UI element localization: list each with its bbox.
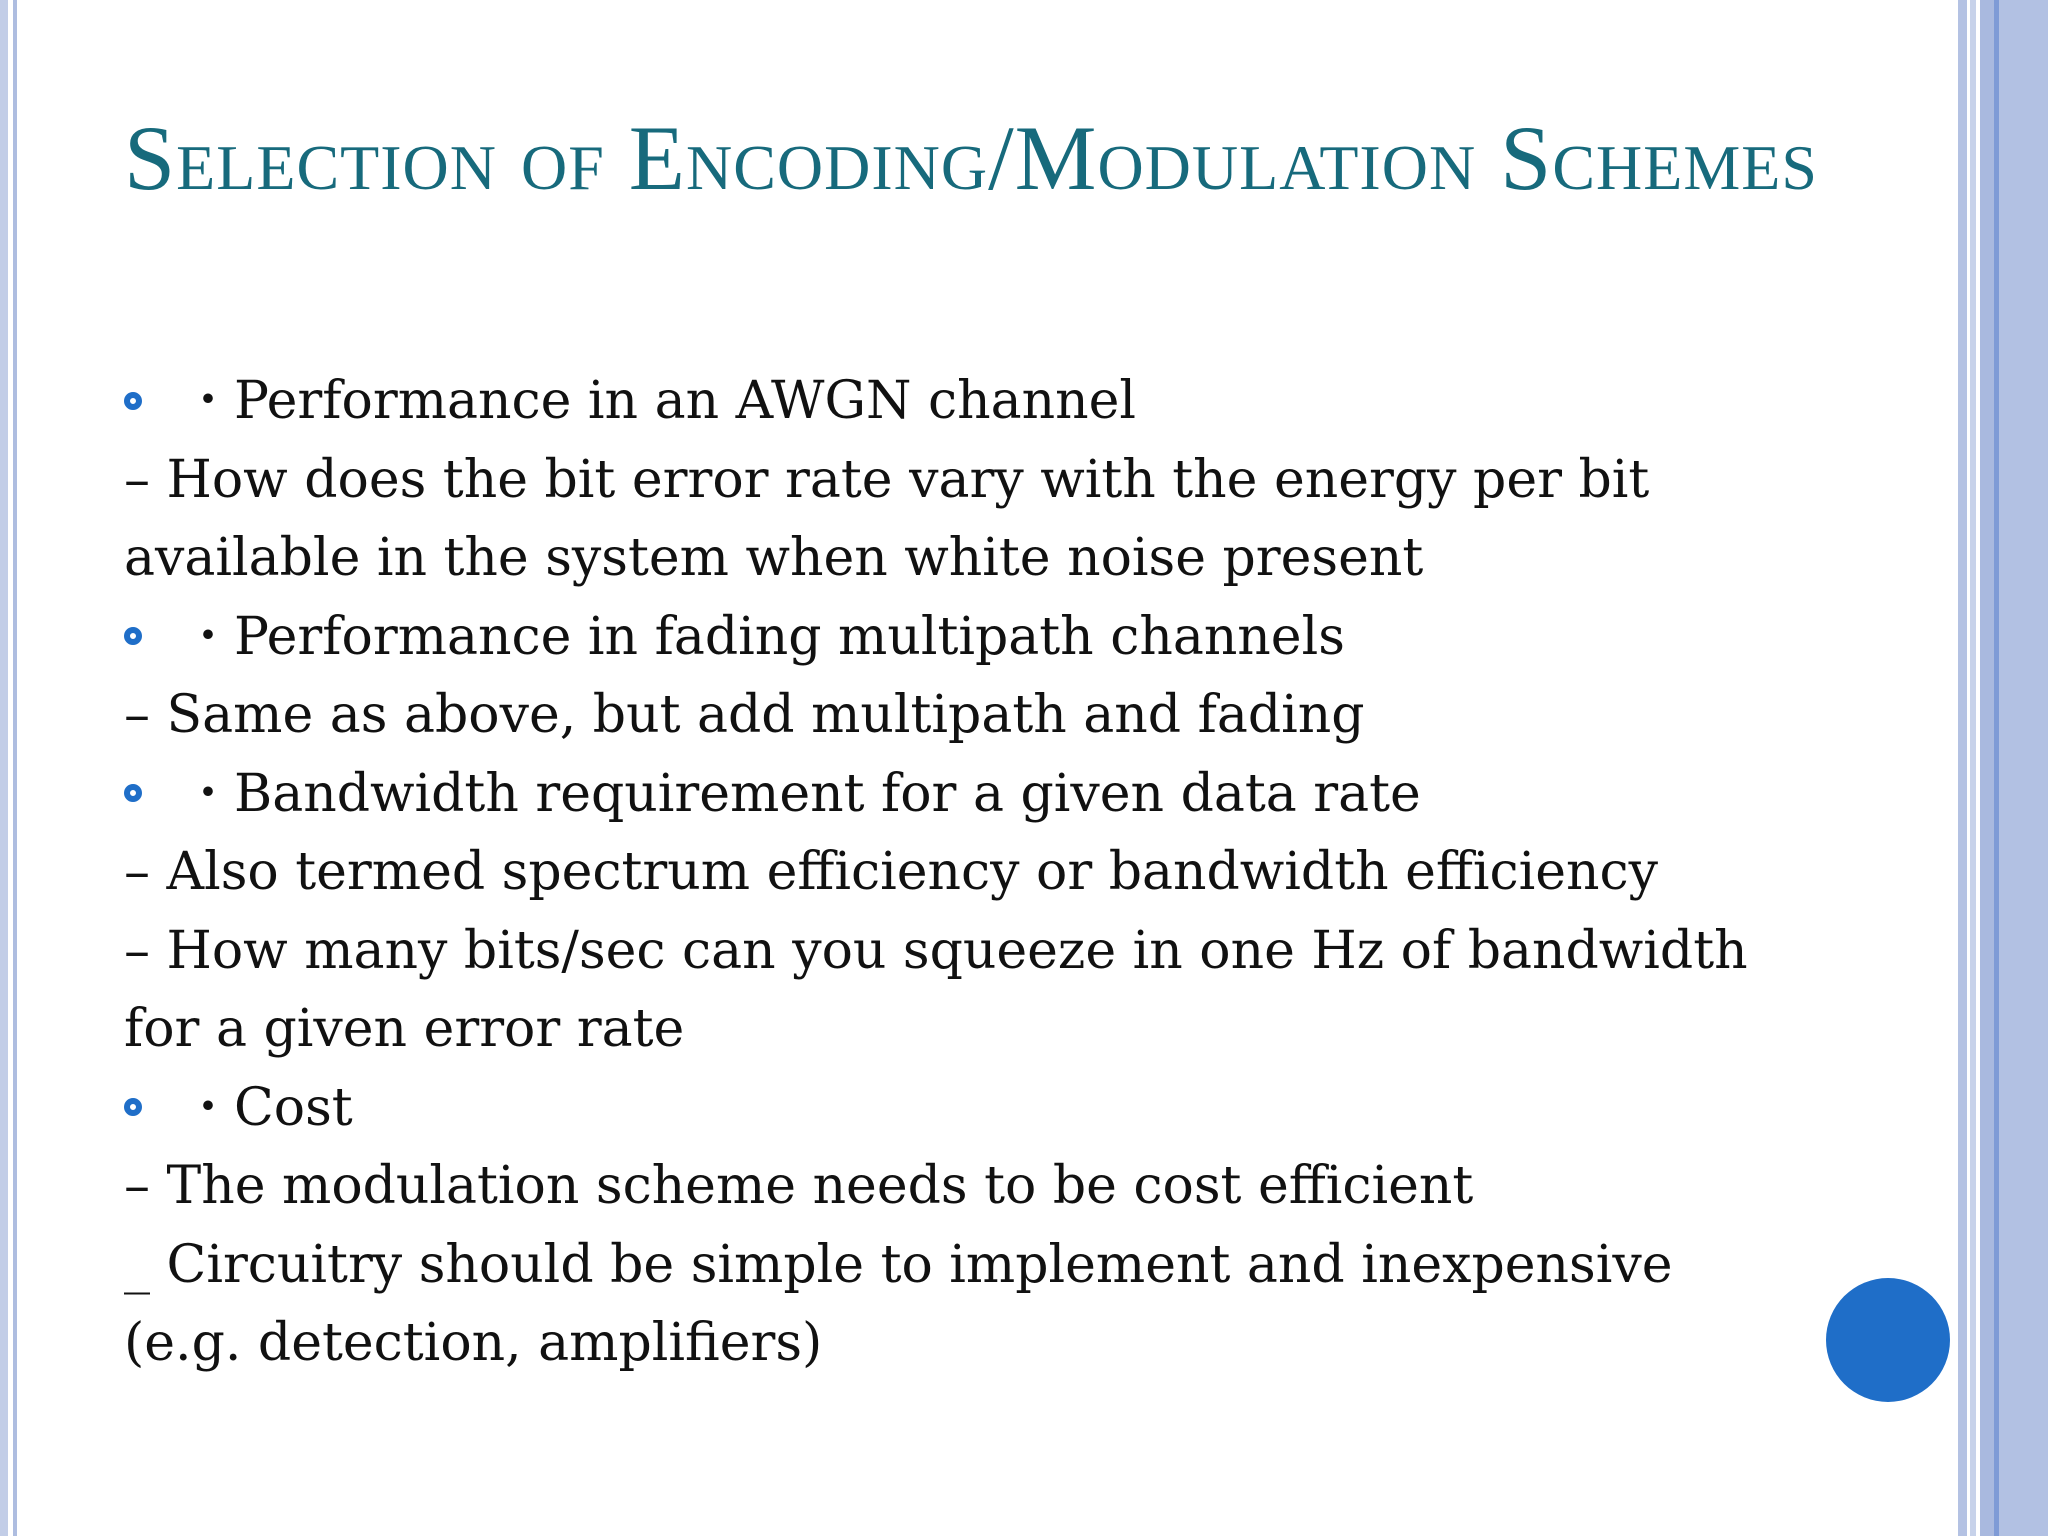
bullet-item <box>124 362 1824 441</box>
sub-item <box>124 912 1824 991</box>
line-text: ・Bandwidth requirement for a given data rate <box>182 763 1421 824</box>
line-text: – How does the bit error rate vary with the energy per bit <box>124 449 1650 510</box>
bullet-item <box>124 755 1824 834</box>
sub-item <box>124 519 1824 598</box>
bullet-item <box>124 598 1824 677</box>
line-text: – The modulation scheme needs to be cost efficient <box>124 1156 1474 1216</box>
sub-item <box>124 1304 1824 1383</box>
sub-item <box>124 990 1824 1069</box>
slide-body <box>124 362 1824 1383</box>
ring-bullet-icon <box>124 392 142 410</box>
line-text: for a given error rate <box>124 999 685 1059</box>
sub-item <box>124 833 1824 912</box>
right-border-rule <box>1958 0 1967 1536</box>
line-text: ・Performance in fading multipath channels <box>182 606 1345 667</box>
sub-item <box>124 1147 1824 1226</box>
sub-item <box>124 676 1824 755</box>
line-text: _ Circuitry should be simple to implement and inexpensive <box>124 1234 1673 1295</box>
line-text: ・Cost <box>182 1077 353 1138</box>
sub-item <box>124 1226 1824 1305</box>
right-border-rule <box>1970 0 1976 1536</box>
ring-bullet-icon <box>124 1098 142 1116</box>
right-border-rule <box>1980 0 1994 1536</box>
left-border-rule-inner <box>13 0 17 1536</box>
bullet-item <box>124 1069 1824 1148</box>
line-text: (e.g. detection, amplifiers) <box>124 1313 823 1373</box>
line-text: – How many bits/sec can you squeeze in one Hz of bandwidth <box>124 920 1748 981</box>
line-text: – Same as above, but add multipath and fading <box>124 685 1365 745</box>
ring-bullet-icon <box>124 784 142 802</box>
right-border-band <box>1999 0 2048 1536</box>
line-text: ・Performance in an AWGN channel <box>182 371 1137 431</box>
filled-circle-icon <box>1826 1278 1950 1402</box>
ring-bullet-icon <box>124 627 142 645</box>
left-border-rule <box>0 0 8 1536</box>
slide-title: Selection of Encoding/Modulation Schemes <box>124 107 1818 209</box>
line-text: – Also termed spectrum efficiency or bandwidth efficiency <box>124 842 1658 902</box>
sub-item <box>124 441 1824 520</box>
line-text: available in the system when white noise present <box>124 528 1424 588</box>
